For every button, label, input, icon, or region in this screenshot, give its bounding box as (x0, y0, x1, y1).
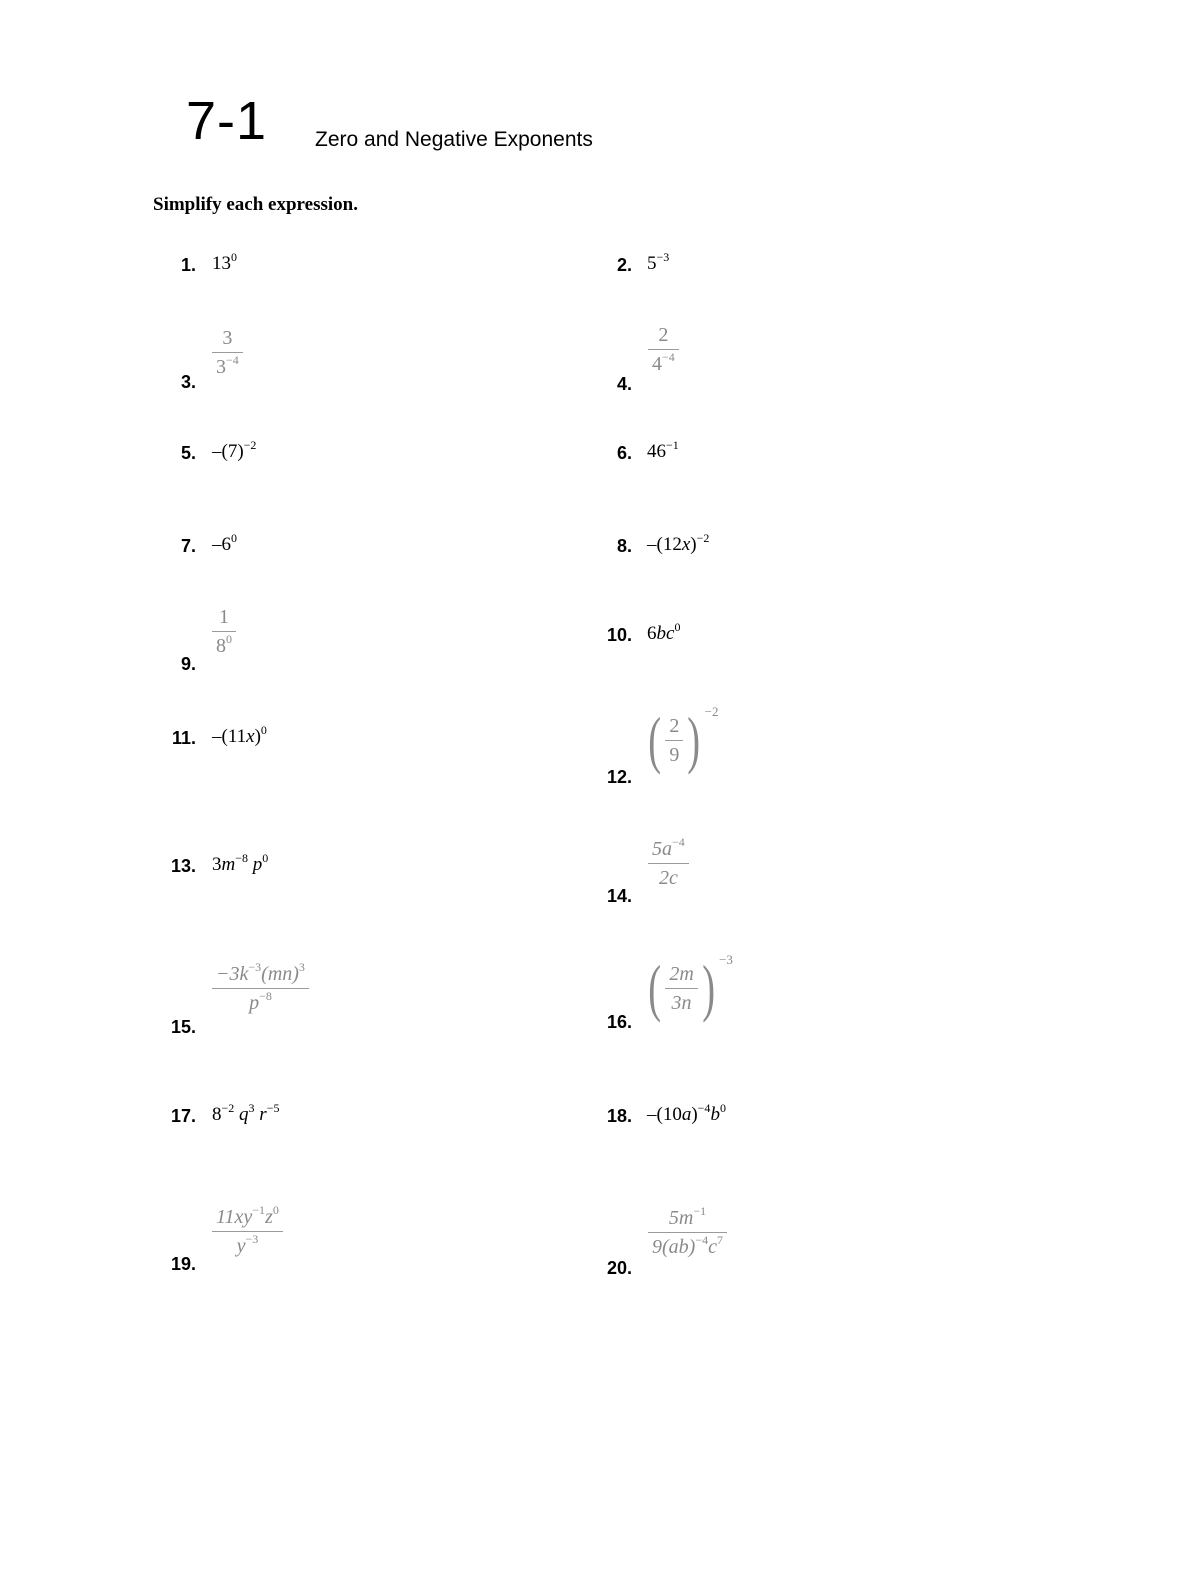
denominator: $y^{-3}$ (236, 1232, 259, 1257)
problem-expression: $3m^{-8}$ $p^0$ (212, 851, 269, 875)
exponent: −3 (656, 250, 670, 264)
denominator: $8^0$ (216, 632, 232, 657)
problem-expression (647, 252, 669, 276)
denominator: $9(ab)^{-4}c^7$ (652, 1233, 723, 1258)
fraction (212, 604, 236, 659)
fraction-bar (212, 631, 236, 632)
problem-number: 12. (606, 767, 632, 787)
problem-number: 1. (180, 255, 196, 275)
problem-number: 20. (606, 1258, 632, 1278)
fraction-bar (665, 988, 697, 989)
problem-number: 18. (606, 1106, 632, 1126)
numerator: $5m^{-1}$ (668, 1204, 707, 1229)
denominator: 3n (671, 991, 692, 1014)
fraction (212, 1204, 283, 1259)
problem-expression (212, 252, 237, 276)
numerator: $-3k^{-3}(mn)^3$ (216, 960, 305, 985)
exponent: 0 (231, 250, 237, 264)
fraction-bar (648, 863, 689, 864)
problem-number: 16. (606, 1012, 632, 1032)
problem-number: 6. (616, 443, 632, 463)
denominator: $3^{-4}$ (216, 353, 239, 378)
problem-expression: $-(10a)^{-4}b^0$ (647, 1101, 726, 1125)
numerator: 1 (219, 606, 229, 628)
problem-expression: $-(11x)^0$ (212, 723, 267, 747)
numerator: 2m (669, 962, 694, 985)
problem-number: 10. (606, 625, 632, 645)
fraction-bar (648, 1232, 727, 1233)
problem-number: 9. (180, 654, 196, 674)
base: 5 (647, 253, 657, 274)
base: 13 (212, 253, 231, 274)
left-paren: ( (648, 704, 662, 775)
problem-number: 17. (170, 1106, 196, 1126)
lesson-number: 7-1 (186, 91, 268, 151)
instructions: Simplify each expression. (153, 194, 358, 215)
denominator: 2c (658, 867, 678, 889)
denominator: $4^{-4}$ (652, 350, 675, 375)
right-paren: ) (702, 952, 715, 1023)
parenthesized-fraction (644, 952, 733, 1023)
numerator: 3 (222, 327, 233, 349)
fraction (648, 836, 689, 891)
numerator: $11xy^{-1}z^0$ (216, 1203, 279, 1228)
fraction-bar (665, 740, 683, 741)
numerator: $5a^{-4}$ (652, 835, 685, 860)
fraction (665, 713, 683, 768)
fraction (212, 961, 309, 1016)
fraction (648, 322, 679, 377)
outer-exponent: −3 (719, 952, 733, 967)
lesson-title: Zero and Negative Exponents (315, 128, 593, 151)
problem-number: 7. (180, 536, 196, 556)
problem-expression: $-(7)^{-2}$ (212, 438, 257, 462)
numerator: 2 (669, 714, 680, 737)
fraction (665, 961, 697, 1016)
fraction (648, 1205, 727, 1260)
numerator: 2 (658, 324, 669, 346)
denominator: 9 (669, 743, 680, 766)
denominator: $p^{-8}$ (249, 989, 272, 1014)
problem-number: 4. (616, 374, 632, 394)
problem-expression: $-(12x)^{-2}$ (647, 531, 710, 555)
problem-number: 15. (170, 1017, 196, 1037)
problem-number: 19. (170, 1254, 196, 1274)
problem-expression: $46^{-1}$ (647, 438, 679, 462)
problem-number: 13. (170, 856, 196, 876)
problem-number: 2. (616, 255, 632, 275)
problem-expression: $-6^0$ (212, 531, 237, 555)
parenthesized-fraction (644, 704, 719, 775)
left-paren: ( (648, 952, 662, 1023)
outer-exponent: −2 (704, 704, 719, 719)
fraction (212, 325, 243, 380)
problem-number: 3. (180, 372, 196, 392)
problem-number: 14. (606, 886, 632, 906)
problem-number: 11. (171, 728, 196, 748)
problem-number: 5. (180, 443, 196, 463)
problem-expression: $6bc^0$ (647, 620, 681, 644)
problem-expression: $8^{-2}$ $q^3$ $r^{-5}$ (212, 1101, 280, 1125)
problem-number: 8. (616, 536, 632, 556)
right-paren: ) (687, 704, 701, 775)
